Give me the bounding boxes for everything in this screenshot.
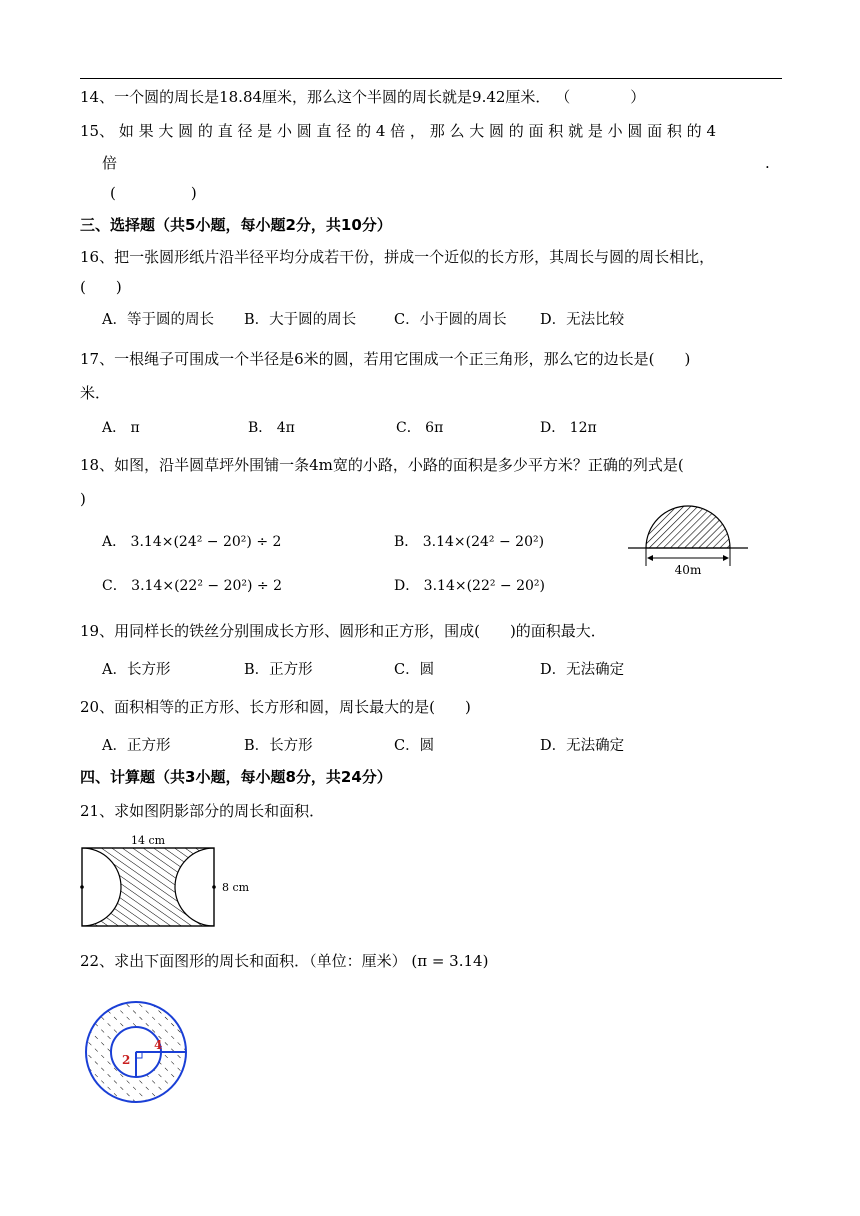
question-15-period: .: [765, 154, 770, 172]
question-17-line1: 17、一根绳子可围成一个半径是6米的圆，若用它围成一个正三角形，那么它的边长是( ): [80, 350, 691, 368]
q18-option-a[interactable]: A． 3.14×(24² − 20²) ÷ 2: [102, 534, 282, 550]
right-center-dot: [212, 885, 216, 889]
question-14: 14、一个圆的周长是18.84厘米，那么这个半圆的周长就是9.42厘米． （ ）: [80, 88, 646, 106]
q18-option-b[interactable]: B． 3.14×(24² − 20²): [394, 534, 545, 550]
q16-option-a[interactable]: A．等于圆的周长: [102, 312, 214, 328]
outer-radius-label: 4: [154, 1038, 163, 1052]
diameter-label: 40m: [674, 563, 702, 577]
q16-option-c[interactable]: C．小于圆的周长: [394, 312, 507, 328]
question-18-line1: 18、如图，沿半圆草坪外围铺一条4m宽的小路，小路的面积是多少平方米？正确的列式是(: [80, 456, 684, 474]
height-label: 8 cm: [222, 881, 250, 894]
q19-option-a[interactable]: A．长方形: [102, 662, 171, 678]
question-18-line2: ): [80, 490, 86, 508]
q19-option-c[interactable]: C．圆: [394, 662, 435, 678]
semicircle-shape: [646, 506, 730, 548]
q19-option-d[interactable]: D．无法确定: [540, 662, 625, 678]
q17-option-d[interactable]: D． 12π: [540, 420, 597, 436]
question-15-answer-blank: ( ): [110, 184, 197, 202]
q20-option-a[interactable]: A．正方形: [102, 738, 171, 754]
width-label: 14 cm: [130, 834, 166, 847]
question-15-line2: 倍: [102, 154, 118, 172]
header-rule: [80, 78, 782, 79]
q18-option-c[interactable]: C． 3.14×(22² − 20²) ÷ 2: [102, 578, 283, 594]
rectangle-shaded-figure: [78, 832, 254, 932]
left-center-dot: [80, 885, 84, 889]
q20-option-b[interactable]: B．长方形: [244, 738, 313, 754]
arrowhead-right: [723, 555, 729, 561]
q16-option-b[interactable]: B．大于圆的周长: [244, 312, 357, 328]
question-17-line2: 米．: [80, 384, 111, 402]
q17-option-a[interactable]: A． π: [102, 420, 140, 436]
section-4-heading: 四、计算题（共3小题，每小题8分，共24分）: [80, 768, 392, 786]
arrowhead-left: [647, 555, 653, 561]
question-20-line1: 20、面积相等的正方形、长方形和圆，周长最大的是( ): [80, 698, 471, 716]
q20-option-c[interactable]: C．圆: [394, 738, 435, 754]
q19-option-b[interactable]: B．正方形: [244, 662, 313, 678]
inner-radius-label: 2: [122, 1053, 131, 1067]
q20-option-d[interactable]: D．无法确定: [540, 738, 625, 754]
semicircle-lawn-figure: [626, 500, 750, 580]
q17-option-b[interactable]: B． 4π: [248, 420, 295, 436]
question-21-line1: 21、求如图阴影部分的周长和面积．: [80, 802, 325, 820]
q17-option-c[interactable]: C． 6π: [396, 420, 444, 436]
question-16-line2: ( ): [80, 278, 122, 296]
question-19-line1: 19、用同样长的铁丝分别围成长方形、圆形和正方形，围成( )的面积最大．: [80, 622, 606, 640]
annulus-figure: [82, 998, 192, 1108]
question-22-line1: 22、求出下面图形的周长和面积．（单位：厘米） (π = 3.14): [80, 952, 489, 970]
q16-option-d[interactable]: D．无法比较: [540, 312, 625, 328]
q18-option-d[interactable]: D． 3.14×(22² − 20²): [394, 578, 545, 594]
section-3-heading: 三、选择题（共5小题，每小题2分，共10分）: [80, 216, 392, 234]
question-15-line1: 15、 如 果 大 圆 的 直 径 是 小 圆 直 径 的 4 倍 ， 那 么 大 圆 的 面 积 就 是 小 圆 面 积 的 4: [80, 122, 716, 140]
question-16-line1: 16、把一张圆形纸片沿半径平均分成若干份，拼成一个近似的长方形，其周长与圆的周长相比，: [80, 248, 715, 266]
